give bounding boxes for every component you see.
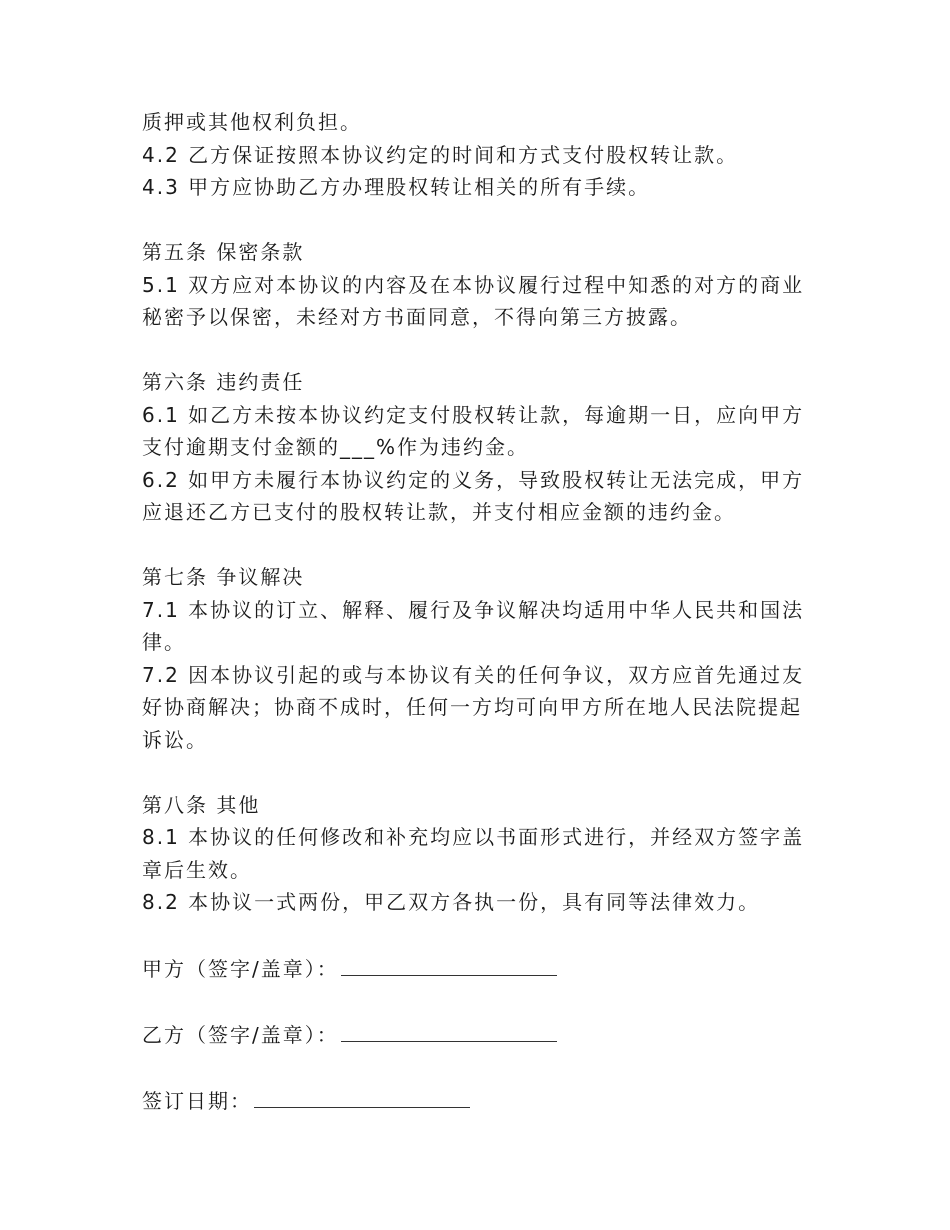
text-line: 诉讼。 (142, 727, 208, 752)
document-body (142, 106, 805, 1117)
clause-4-3: 4.3 甲方应协助乙方办理股权转让相关的所有手续。 (142, 175, 651, 199)
party-a-signature-row (142, 953, 802, 985)
article-5-heading: 第五条 保密条款 (142, 240, 305, 264)
text-line: 章后生效。 (142, 857, 252, 882)
clause-5-1: 5.1 双方应对本协议的内容及在本协议履行过程中知悉的对方的商业 (142, 272, 805, 297)
article-7-heading: 第七条 争议解决 (142, 565, 305, 589)
paragraph-gap (142, 204, 802, 237)
clause-6-1: 6.1 如乙方未按本协议约定支付股权转让款，每逾期一日，应向甲方 (142, 402, 805, 427)
text-line: 秘密予以保密，未经对方书面同意，不得向第三方披露。 (142, 305, 692, 329)
signature-gap (142, 985, 802, 1019)
clause-8-1: 8.1 本协议的任何修改和补充均应以书面形式进行，并经双方签字盖 (142, 825, 805, 849)
text-line: 质押或其他权利负担。 (142, 110, 362, 134)
party-b-signature-blank (341, 1019, 557, 1042)
signature-gap (142, 919, 802, 953)
signature-gap (142, 1051, 802, 1085)
party-a-signature-label: 甲方（签字/盖章）： (142, 956, 339, 981)
signing-date-blank (254, 1085, 470, 1108)
text-line: 好协商解决；协商不成时，任何一方均可向甲方所在地人民法院提起 (142, 695, 802, 719)
text-line: 应退还乙方已支付的股权转让款，并支付相应金额的违约金。 (142, 500, 736, 524)
signing-date-label: 签订日期： (142, 1088, 252, 1113)
signing-date-row (142, 1085, 802, 1117)
clause-6-2: 6.2 如甲方未履行本协议约定的义务，导致股权转让无法完成，甲方 (142, 467, 805, 492)
paragraph-gap (142, 529, 802, 562)
article-8-heading: 第八条 其他 (142, 792, 261, 817)
party-b-signature-row (142, 1019, 802, 1051)
paragraph-gap (142, 334, 802, 367)
clause-4-2: 4.2 乙方保证按照本协议约定的时间和方式支付股权转让款。 (142, 142, 739, 167)
article-6-heading: 第六条 违约责任 (142, 370, 305, 394)
clause-7-1: 7.1 本协议的订立、解释、履行及争议解决均适用中华人民共和国法 (142, 597, 805, 622)
text-line: 支付逾期支付金额的___%作为违约金。 (142, 435, 530, 459)
paragraph-gap (142, 756, 802, 789)
party-a-signature-blank (341, 953, 557, 976)
clause-7-2: 7.2 因本协议引起的或与本协议有关的任何争议，双方应首先通过友 (142, 662, 805, 687)
party-b-signature-label: 乙方（签字/盖章）： (142, 1022, 339, 1047)
clause-8-2: 8.2 本协议一式两份，甲乙双方各执一份，具有同等法律效力。 (142, 890, 761, 914)
text-line: 律。 (142, 630, 186, 654)
